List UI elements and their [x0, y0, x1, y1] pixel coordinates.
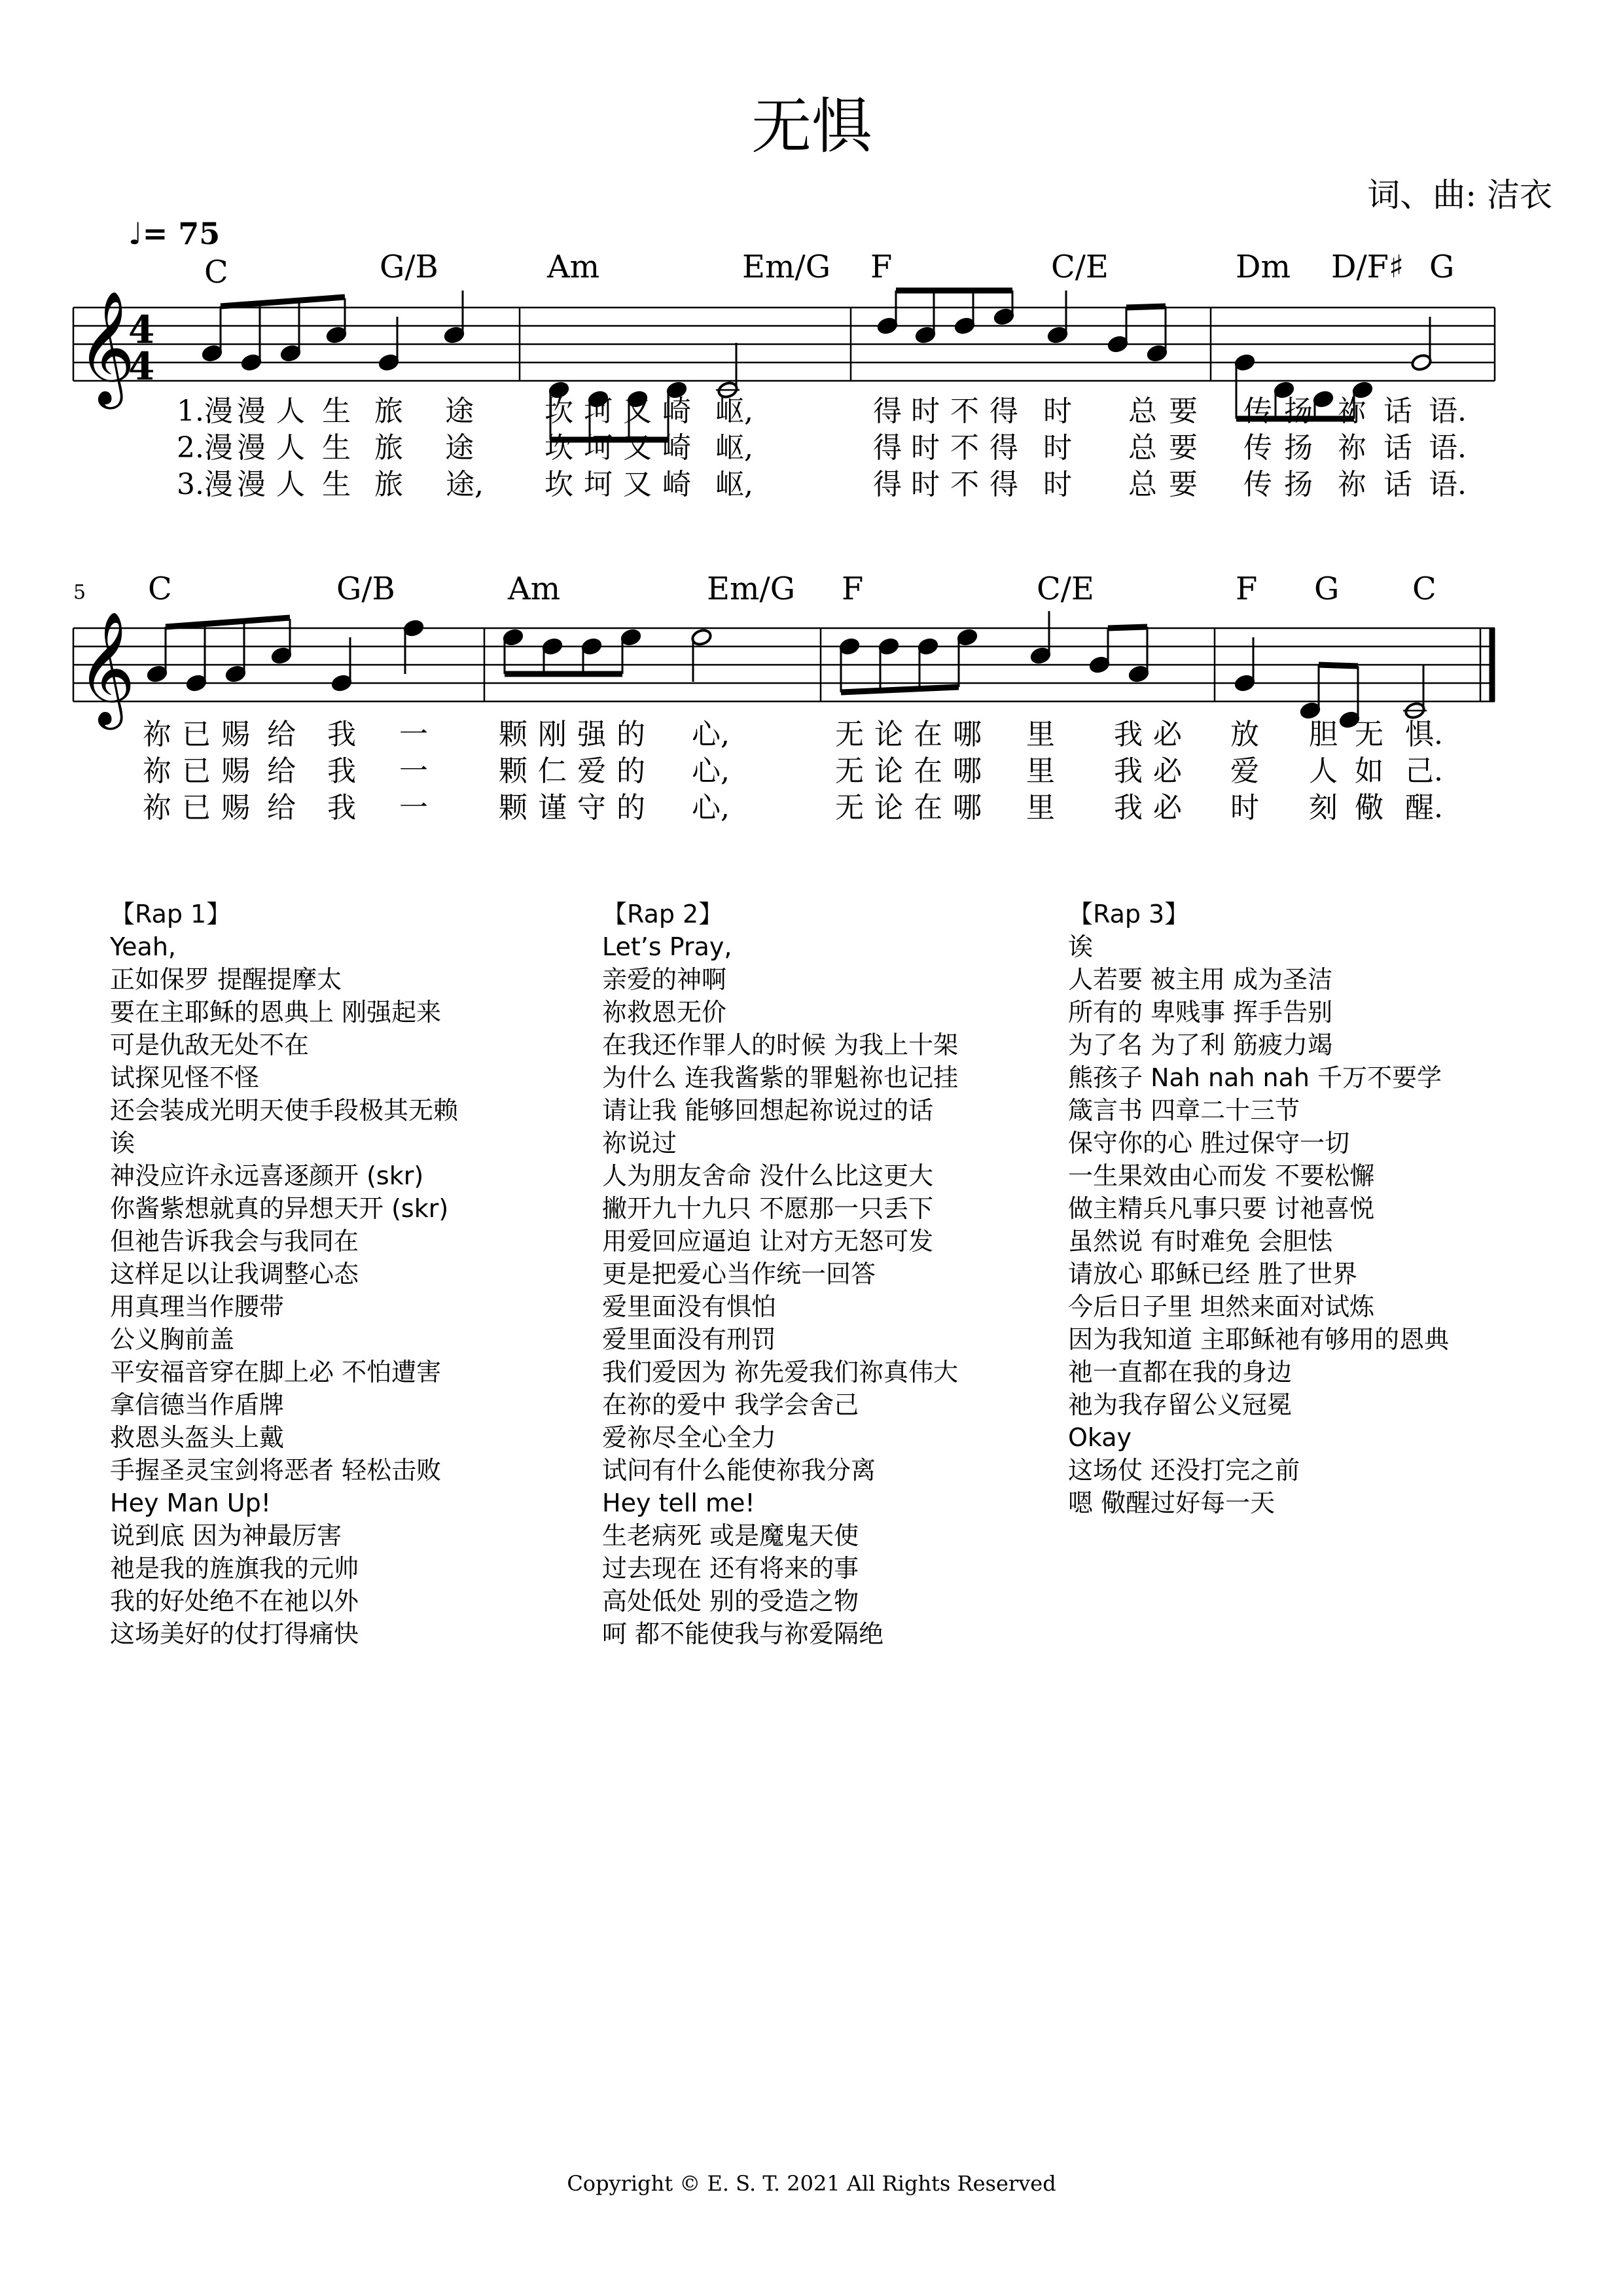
- chord-symbol: Am: [508, 571, 561, 607]
- lyric-syllable: 必: [1153, 718, 1182, 751]
- chord-symbol: C: [148, 571, 172, 607]
- lyric-syllable: 祢: [1338, 468, 1366, 501]
- lyric-syllable: 的: [616, 718, 645, 751]
- chord-symbol: F: [842, 571, 864, 607]
- lyric-syllable: 又: [623, 468, 652, 501]
- rap-line: 救恩头盔头上戴: [110, 1423, 285, 1452]
- lyric-syllable: 祢: [143, 791, 171, 824]
- lyric-syllable: 漫: [237, 431, 266, 465]
- rap-line: 一生果效由心而发 不要松懈: [1068, 1161, 1375, 1190]
- lyric-syllable: 守: [577, 791, 606, 824]
- chord-symbol: F: [870, 249, 893, 285]
- rap-line: 因为我知道 主耶稣祂有够用的恩典: [1068, 1325, 1450, 1354]
- svg-text:4: 4: [128, 308, 155, 352]
- lyric-syllable: 途: [445, 431, 474, 465]
- lyric-syllable: 哪: [953, 754, 982, 788]
- chord-symbol: G/B: [336, 571, 395, 607]
- lyric-syllable: 赐: [221, 791, 250, 824]
- lyric-syllable: 已: [182, 754, 211, 788]
- lyric-syllable: 刻: [1309, 791, 1338, 824]
- lyric-syllable: 颗: [499, 718, 527, 751]
- svg-text:4: 4: [128, 344, 155, 389]
- lyric-syllable: 祢: [143, 718, 171, 751]
- lyric-syllable: 坷: [584, 395, 613, 428]
- lyric-syllable: 要: [1169, 395, 1198, 428]
- lyric-syllable: 又: [623, 431, 652, 465]
- lyric-syllable: 时: [1230, 791, 1259, 824]
- rap-line: 这样足以让我调整心态: [110, 1260, 359, 1288]
- lyric-syllable: 里: [1026, 791, 1055, 824]
- lyric-syllable: 爱: [577, 754, 606, 788]
- lyric-syllable: 岖,: [715, 431, 753, 465]
- chord-symbol: G: [1429, 249, 1455, 285]
- lyric-syllable: 人: [276, 395, 305, 428]
- chord-symbol: Dm: [1236, 249, 1291, 285]
- lyric-syllable: 在: [914, 754, 942, 788]
- rap-line: 请让我 能够回想起祢说过的话: [602, 1096, 934, 1125]
- chord-symbol: F: [1236, 571, 1258, 607]
- rap-3-lyrics: [1068, 898, 1449, 1519]
- lyric-syllable: 的: [616, 791, 645, 824]
- rap-line: 这场美好的仗打得痛快: [110, 1619, 359, 1648]
- chord-symbol: C/E: [1051, 249, 1109, 285]
- lyric-syllable: 总: [1128, 395, 1157, 428]
- rap-line: 嗯 儆醒过好每一天: [1068, 1489, 1275, 1517]
- rap-line: Hey tell me!: [602, 1489, 755, 1517]
- rap-line: 爱祢尽全心全力: [602, 1423, 777, 1452]
- lyric-syllable: 祢: [143, 754, 171, 788]
- lyric-syllable: 崎: [662, 431, 691, 465]
- lyric-syllable: 时: [1043, 431, 1072, 465]
- song-title: 无惧: [751, 92, 872, 162]
- lyric-syllable: 心,: [692, 718, 730, 751]
- lyric-syllable: 儆: [1355, 791, 1383, 824]
- lyric-syllable: 漫: [237, 468, 266, 501]
- rap-line: 神没应许永远喜逐颜开 (skr): [110, 1161, 424, 1190]
- rap-line: 更是把爱心当作统一回答: [602, 1260, 876, 1288]
- lyric-syllable: 我: [1114, 791, 1143, 824]
- lyric-syllable: 坎: [544, 431, 573, 465]
- rap-line: 人为朋友舍命 没什么比这更大: [602, 1161, 934, 1190]
- lyric-syllable: 坷: [584, 431, 613, 465]
- lyric-syllable: 旅: [374, 395, 403, 428]
- rap-line: 我的好处绝不在祂以外: [110, 1587, 359, 1616]
- lyric-syllable: 必: [1153, 791, 1182, 824]
- lyric-syllable: 扬: [1284, 431, 1313, 465]
- rap-line: 祂一直都在我的身边: [1068, 1358, 1293, 1386]
- rap-line: 箴言书 四章二十三节: [1068, 1096, 1300, 1125]
- rap-line: 说到底 因为神最厉害: [110, 1521, 342, 1550]
- rap-line: 生老病死 或是魔鬼天使: [602, 1521, 859, 1550]
- treble-clef-icon: 𝄞: [77, 291, 135, 404]
- rap-line: 用爱回应逼迫 让对方无怒可发: [602, 1227, 934, 1256]
- lyric-syllable: 放: [1230, 718, 1259, 751]
- lyric-syllable: 仁: [538, 754, 567, 788]
- rap-line: 这场仗 还没打完之前: [1068, 1456, 1300, 1485]
- lyric-syllable: 时: [1043, 395, 1072, 428]
- lyric-syllable: 语.: [1429, 431, 1467, 465]
- lyric-syllable: 在: [914, 791, 942, 824]
- rap-line: Let’s Pray,: [602, 932, 732, 961]
- lyric-syllable: 哪: [953, 791, 982, 824]
- lyric-syllable: 时: [911, 395, 940, 428]
- lyric-syllable: 我: [1114, 718, 1143, 751]
- rap-line: 你酱紫想就真的异想天开 (skr): [110, 1194, 449, 1223]
- rap-1-lyrics: [110, 898, 458, 1650]
- lyric-syllable: 3.漫: [177, 468, 233, 501]
- lyric-syllable: 漫: [237, 395, 266, 428]
- lyric-syllable: 赐: [221, 754, 250, 788]
- lyric-syllable: 无: [835, 718, 864, 751]
- rap-heading: 【Rap 2】: [602, 900, 724, 928]
- rap-heading: 【Rap 3】: [1068, 900, 1190, 928]
- rap-line: Hey Man Up!: [110, 1489, 271, 1517]
- lyric-syllable: 胆: [1309, 718, 1338, 751]
- rap-line: 可是仇敌无处不在: [110, 1031, 310, 1059]
- lyric-syllable: 无: [1355, 718, 1383, 751]
- rap-line: 拿信德当作盾牌: [110, 1390, 285, 1419]
- rap-line: 今后日子里 坦然来面对试炼: [1068, 1292, 1375, 1321]
- lyric-syllable: 人: [276, 431, 305, 465]
- rap-line: 撇开九十九只 不愿那一只丢下: [602, 1194, 934, 1223]
- rap-heading: 【Rap 1】: [110, 900, 232, 928]
- lyric-syllable: 语.: [1429, 468, 1467, 501]
- lyric-syllable: 得: [873, 395, 902, 428]
- lyric-syllable: 途: [445, 395, 474, 428]
- lyric-syllable: 旅: [374, 431, 403, 465]
- lyric-syllable: 谨: [538, 791, 567, 824]
- lyric-syllable: 无: [835, 791, 864, 824]
- rap-line: 祂为我存留公义冠冕: [1068, 1390, 1293, 1419]
- rap-line: 祢救恩无价: [602, 998, 727, 1027]
- rap-line: 高处低处 别的受造之物: [602, 1587, 859, 1616]
- lyric-syllable: 要: [1169, 468, 1198, 501]
- lyric-syllable: 1.漫: [177, 395, 233, 428]
- lyric-syllable: 传: [1243, 395, 1272, 428]
- lyric-syllable: 话: [1383, 395, 1412, 428]
- lyric-syllable: 崎: [662, 395, 691, 428]
- lyric-syllable: 给: [267, 754, 296, 788]
- lyric-syllable: 2.漫: [177, 431, 233, 465]
- rap-line: 在我还作罪人的时候 为我上十架: [602, 1031, 959, 1059]
- chord-symbol: C/E: [1037, 571, 1094, 607]
- lyric-syllable: 论: [874, 754, 903, 788]
- lyric-syllable: 给: [267, 718, 296, 751]
- lyric-syllable: 己.: [1405, 754, 1443, 788]
- lyric-syllable: 如: [1355, 754, 1383, 788]
- lyric-syllable: 坷: [584, 468, 613, 501]
- rap-line: 过去现在 还有将来的事: [602, 1554, 859, 1583]
- rap-line: 诶: [1068, 932, 1094, 961]
- rap-line: 祂是我的旌旗我的元帅: [110, 1554, 359, 1583]
- lyric-syllable: 颗: [499, 791, 527, 824]
- lyric-syllable: 得: [873, 468, 902, 501]
- lyric-syllable: 人: [1309, 754, 1338, 788]
- rap-line: 试探见怪不怪: [110, 1063, 260, 1092]
- lyric-syllable: 岖,: [715, 468, 753, 501]
- lyric-syllable: 论: [874, 718, 903, 751]
- rap-line: 为什么 连我酱紫的罪魁祢也记挂: [602, 1063, 959, 1092]
- lyric-syllable: 途,: [446, 468, 484, 501]
- rap-line: 为了名 为了利 筋疲力竭: [1068, 1031, 1333, 1059]
- lyric-syllable: 生: [322, 431, 351, 465]
- lyric-syllable: 给: [267, 791, 296, 824]
- lyric-syllable: 传: [1243, 468, 1272, 501]
- lyric-syllable: 已: [182, 718, 211, 751]
- rap-line: 试问有什么能使祢我分离: [602, 1456, 876, 1485]
- lyric-syllable: 总: [1128, 431, 1157, 465]
- lyric-syllable: 时: [911, 468, 940, 501]
- rap-line: 但祂告诉我会与我同在: [110, 1227, 359, 1256]
- chord-symbol: Em/G: [707, 571, 796, 607]
- rap-line: Yeah,: [110, 932, 176, 961]
- lyric-syllable: 里: [1026, 754, 1055, 788]
- rap-line: 公义胸前盖: [110, 1325, 235, 1354]
- lyric-syllable: 颗: [499, 754, 527, 788]
- lyric-syllable: 论: [874, 791, 903, 824]
- lyric-syllable: 崎: [662, 468, 691, 501]
- rap-line: 要在主耶稣的恩典上 刚强起来: [110, 998, 442, 1027]
- rap-line: 平安福音穿在脚上必 不怕遭害: [110, 1358, 442, 1386]
- lyric-syllable: 不: [950, 468, 979, 501]
- lyric-syllable: 祢: [1338, 431, 1366, 465]
- rap-line: 做主精兵凡事只要 讨祂喜悦: [1068, 1194, 1375, 1223]
- lyric-syllable: 旅: [374, 468, 403, 501]
- lyric-syllable: 心,: [692, 791, 730, 824]
- lyric-syllable: 话: [1383, 431, 1412, 465]
- chord-symbol: G: [1314, 571, 1340, 607]
- lyric-syllable: 扬: [1284, 395, 1313, 428]
- lyric-syllable: 坎: [544, 395, 573, 428]
- rap-line: 爱里面没有刑罚: [602, 1325, 777, 1354]
- chord-symbol: D/F♯: [1331, 249, 1404, 285]
- lyric-syllable: 生: [322, 395, 351, 428]
- rap-line: 呵 都不能使我与祢爱隔绝: [602, 1619, 884, 1648]
- tempo-marking: ♩= 75: [128, 216, 221, 251]
- rap-line: 还会装成光明天使手段极其无赖: [110, 1096, 459, 1125]
- rap-line: 在祢的爱中 我学会舍己: [602, 1390, 859, 1419]
- measure-number: 5: [73, 581, 86, 604]
- lyric-syllable: 我: [327, 791, 356, 824]
- lyric-syllable: 话: [1383, 468, 1412, 501]
- lyric-syllable: 的: [616, 754, 645, 788]
- rap-line: 保守你的心 胜过保守一切: [1068, 1129, 1350, 1157]
- treble-clef-icon: 𝄞: [77, 611, 135, 725]
- lyric-syllable: 得: [990, 431, 1018, 465]
- lyric-syllable: 不: [950, 395, 979, 428]
- lyric-syllable: 强: [577, 718, 606, 751]
- lyric-syllable: 得: [873, 431, 902, 465]
- lyric-syllable: 一: [399, 718, 428, 751]
- lyric-syllable: 刚: [538, 718, 567, 751]
- lyric-syllable: 我: [1114, 754, 1143, 788]
- rap-line: 诶: [110, 1129, 135, 1157]
- rap-line: 虽然说 有时难免 会胆怯: [1068, 1227, 1333, 1256]
- composer-credit: 词、曲: 洁衣: [1367, 176, 1552, 214]
- lyric-syllable: 已: [182, 791, 211, 824]
- rap-line: Okay: [1068, 1423, 1132, 1452]
- lyric-syllable: 无: [835, 754, 864, 788]
- lyric-syllable: 哪: [953, 718, 982, 751]
- rap-line: 熊孩子 Nah nah nah 千万不要学: [1068, 1063, 1442, 1092]
- lyric-syllable: 语.: [1429, 395, 1467, 428]
- rap-line: 祢说过: [602, 1129, 677, 1157]
- lyric-syllable: 扬: [1284, 468, 1313, 501]
- lyric-syllable: 时: [1043, 468, 1072, 501]
- lyric-syllable: 我: [327, 754, 356, 788]
- chord-symbol: C: [1412, 571, 1436, 607]
- lyric-syllable: 赐: [221, 718, 250, 751]
- rap-line: 人若要 被主用 成为圣洁: [1068, 965, 1333, 994]
- rap-line: 爱里面没有惧怕: [602, 1292, 777, 1321]
- rap-2-lyrics: [602, 898, 958, 1650]
- lyric-syllable: 惧.: [1405, 718, 1443, 751]
- rap-line: 手握圣灵宝剑将恶者 轻松击败: [110, 1456, 442, 1485]
- lyric-syllable: 传: [1243, 431, 1272, 465]
- rap-line: 亲爱的神啊: [602, 965, 727, 994]
- lyric-syllable: 岖,: [715, 395, 753, 428]
- lyric-syllable: 不: [950, 431, 979, 465]
- lyric-syllable: 时: [911, 431, 940, 465]
- chord-symbol: Am: [547, 249, 600, 285]
- lyric-syllable: 总: [1128, 468, 1157, 501]
- chord-symbol: C: [204, 254, 228, 291]
- lyric-syllable: 必: [1153, 754, 1182, 788]
- rap-line: 我们爱因为 祢先爱我们祢真伟大: [602, 1358, 959, 1386]
- lyric-syllable: 醒.: [1405, 791, 1443, 824]
- copyright-notice: Copyright © E. S. T. 2021 All Rights Reserved: [567, 2171, 1056, 2196]
- lyric-syllable: 里: [1026, 718, 1055, 751]
- lyric-syllable: 我: [327, 718, 356, 751]
- lyric-syllable: 心,: [692, 754, 730, 788]
- rap-line: 请放心 耶稣已经 胜了世界: [1068, 1260, 1358, 1288]
- lyric-syllable: 人: [276, 468, 305, 501]
- rap-line: 所有的 卑贱事 挥手告别: [1068, 998, 1333, 1027]
- chord-symbol: G/B: [380, 249, 438, 285]
- rap-line: 正如保罗 提醒提摩太: [110, 965, 342, 994]
- rap-line: 用真理当作腰带: [110, 1292, 285, 1321]
- lyric-syllable: 爱: [1230, 754, 1259, 788]
- lyric-syllable: 一: [399, 791, 428, 824]
- lyric-syllable: 得: [990, 395, 1018, 428]
- lyric-syllable: 又: [623, 395, 652, 428]
- lyric-syllable: 坎: [544, 468, 573, 501]
- lyric-syllable: 生: [322, 468, 351, 501]
- lyric-syllable: 在: [914, 718, 942, 751]
- lyric-syllable: 祢: [1338, 395, 1366, 428]
- lyric-syllable: 得: [990, 468, 1018, 501]
- lyric-syllable: 要: [1169, 431, 1198, 465]
- chord-symbol: Em/G: [742, 249, 831, 285]
- lyric-syllable: 一: [399, 754, 428, 788]
